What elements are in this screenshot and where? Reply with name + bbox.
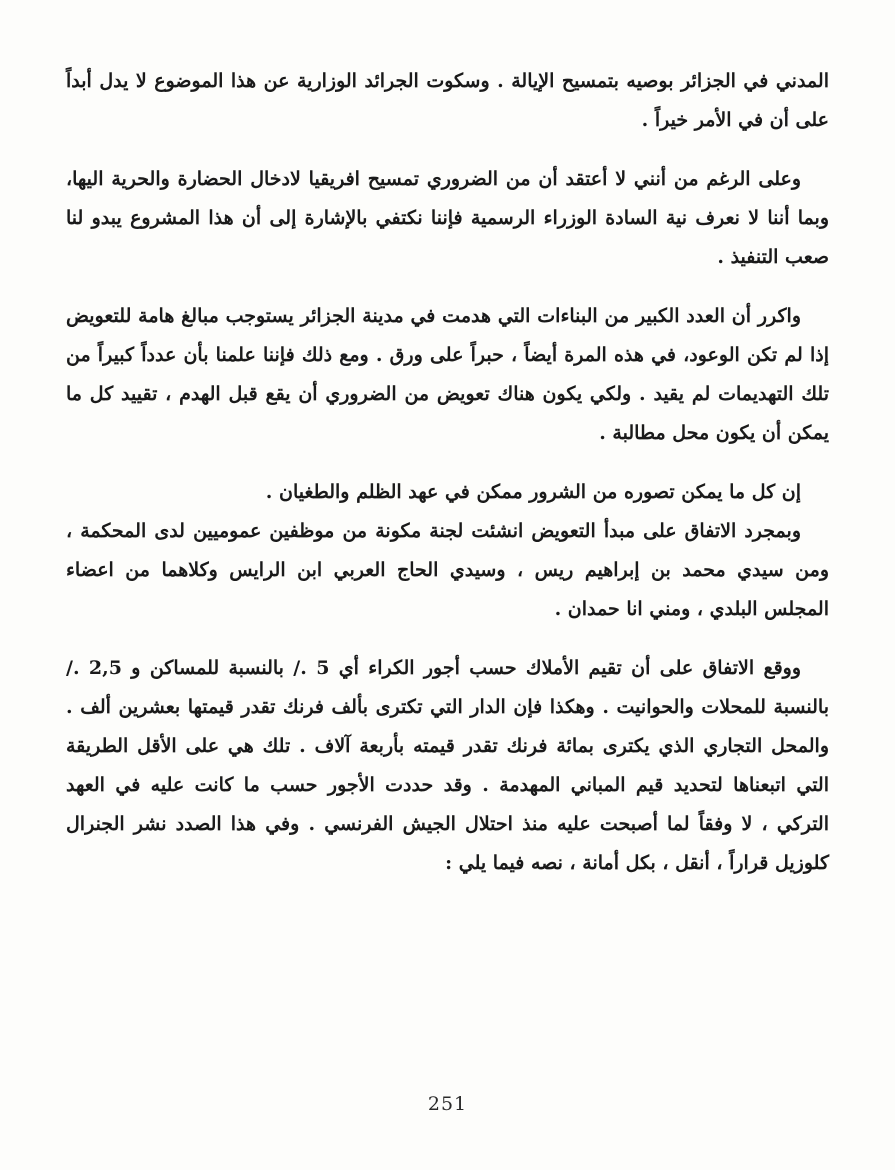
body-text [66, 62, 829, 883]
paragraph-5: وبمجرد الاتفاق على مبدأ التعويض انشئت لجنة مكونة من موظفين عموميين لدى المحكمة ، ومن سيدي محمد بن إبراهيم ريس ، وسيدي الحاج العربي ابن الرايس وكلاهما من اعضاء المجلس البلدي ، ومني انا حمدان . [66, 520, 829, 620]
paragraph-6: ووقع الاتفاق على أن تقيم الأملاك حسب أجور الكراء أي 5 ./ بالنسبة للمساكن و 2,5 ./ بالنسبة للمحلات والحوانيت . وهكذا فإن الدار التي تكترى بألف فرنك تقدر قيمتها بعشرين ألف . والمحل التجاري الذي يكترى بمائة فرنك تقدر قيمته بأربعة آلاف . تلك هي على الأقل الطريقة التي اتبعناها لتحديد قيم المباني المهدمة . وقد حددت الأجور حسب ما كانت عليه في العهد التركي ، لا وفقاً لما أصبحت عليه منذ احتلال الجيش الفرنسي . وفي هذا الصدد نشر الجنرال كلوزيل قراراً ، أنقل ، بكل أمانة ، نصه فيما يلي : [66, 657, 829, 874]
page-number: 251 [427, 1093, 468, 1115]
paragraph-1: المدني في الجزائر بوصيه بتمسيح الإيالة . وسكوت الجرائد الوزارية عن هذا الموضوع لا يدل أبداً على أن في الأمر خيراً . [66, 70, 829, 131]
paragraph-2: وعلى الرغم من أنني لا أعتقد أن من الضروري تمسيح افريقيا لادخال الحضارة والحرية اليها، وبما أننا لا نعرف نية السادة الوزراء الرسمية فإننا نكتفي بالإشارة إلى أن هذا المشروع يبدو لنا صعب التنفيذ . [66, 168, 829, 268]
paragraph-4: إن كل ما يمكن تصوره من الشرور ممكن في عهد الظلم والطغيان . [265, 481, 801, 503]
paragraph-3: واكرر أن العدد الكبير من البناءات التي هدمت في مدينة الجزائر يستوجب مبالغ هامة للتعويض إذا لم تكن الوعود، في هذه المرة أيضاً ، حبراً على ورق . ومع ذلك فإننا علمنا بأن عدداً كبيراً من تلك التهديمات لم يقيد . ولكي يكون هناك تعويض من الضروري أن يقع قبل الهدم ، تقييد كل ما يمكن أن يكون محل مطالبة . [66, 305, 829, 444]
